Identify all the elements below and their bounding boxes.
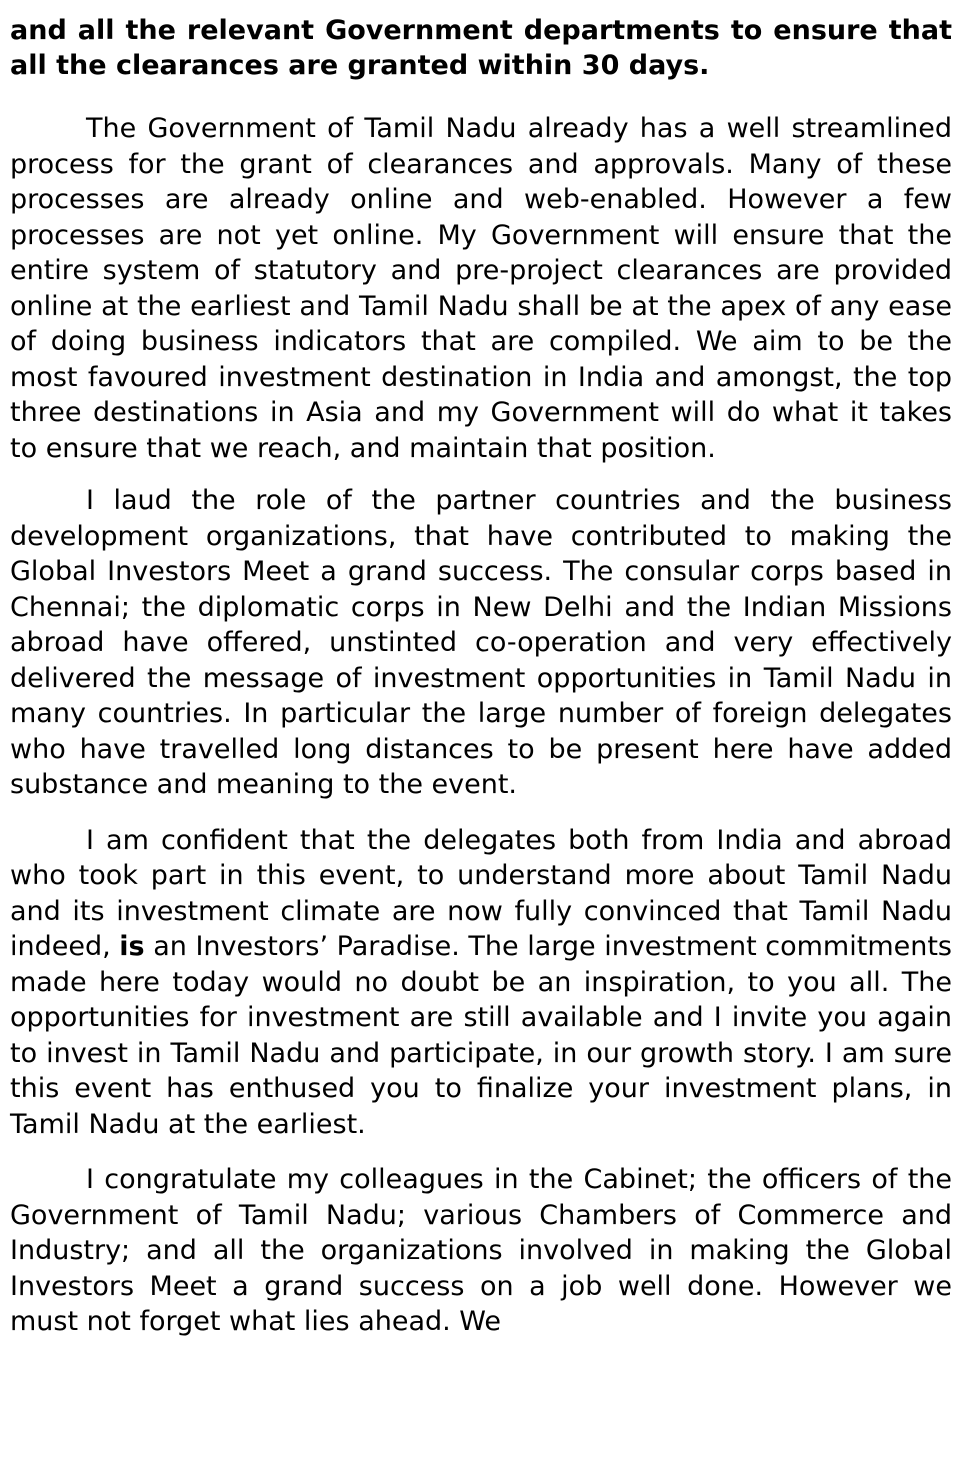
paragraph-congratulations: I congratulate my colleagues in the Cabinet; the officers of the Government of Tamil Nadu; various Chambers of Commerce and Industry; and all the organizations involved in making the Global Investors Meet a grand success on a job well done. However we must not forget what lies ahead. We: [10, 1164, 952, 1337]
intro-bold-text: and all the relevant Government departments to ensure that all the clearances are granted within 30 days.: [10, 15, 952, 81]
emphasis-is: is: [119, 931, 145, 962]
paragraph-clearances: The Government of Tamil Nadu already has a well streamlined process for the grant of clearances and approvals. Many of these processes are already online and web-enabled. However a few processes are not yet online. My Government will ensure that the entire system of statutory and pre-project clearances are provided online at the earliest and Tamil Nadu shall be at the apex of any ease of doing business indicators that are compiled. We aim to be the most favoured investment destination in India and amongst, the top three destinations in Asia and my Government will do what it takes to ensure that we reach, and maintain that position.: [10, 113, 952, 464]
paragraph-delegates-text-after: an Investors’ Paradise. The large investment commitments made here today would no doubt be an inspiration, to you all. The opportunities for investment are still available and I invite you again to invest in Tamil Nadu and participate, in our growth story. I am sure this event has enthused you to finalize your investment plans, in Tamil Nadu at the earliest.: [10, 931, 953, 1140]
paragraph-delegates: [10, 823, 952, 1143]
paragraph-delegates-text-before: I am confident that the delegates both from India and abroad who took part in this event, to understand more about Tamil Nadu and its investment climate are now fully convinced that Tamil Nadu indeed,: [10, 824, 952, 962]
paragraph-partners: I laud the role of the partner countries and the business development organizations, that have contributed to making the Global Investors Meet a grand success. The consular corps based in Chennai; the diplomatic corps in New Delhi and the Indian Missions abroad have offered, unstinted co-operation and very effectively delivered the message of investment opportunities in Tamil Nadu in many countries. In particular the large number of foreign delegates who have travelled long distances to be present here have added substance and meaning to the event.: [10, 485, 952, 800]
